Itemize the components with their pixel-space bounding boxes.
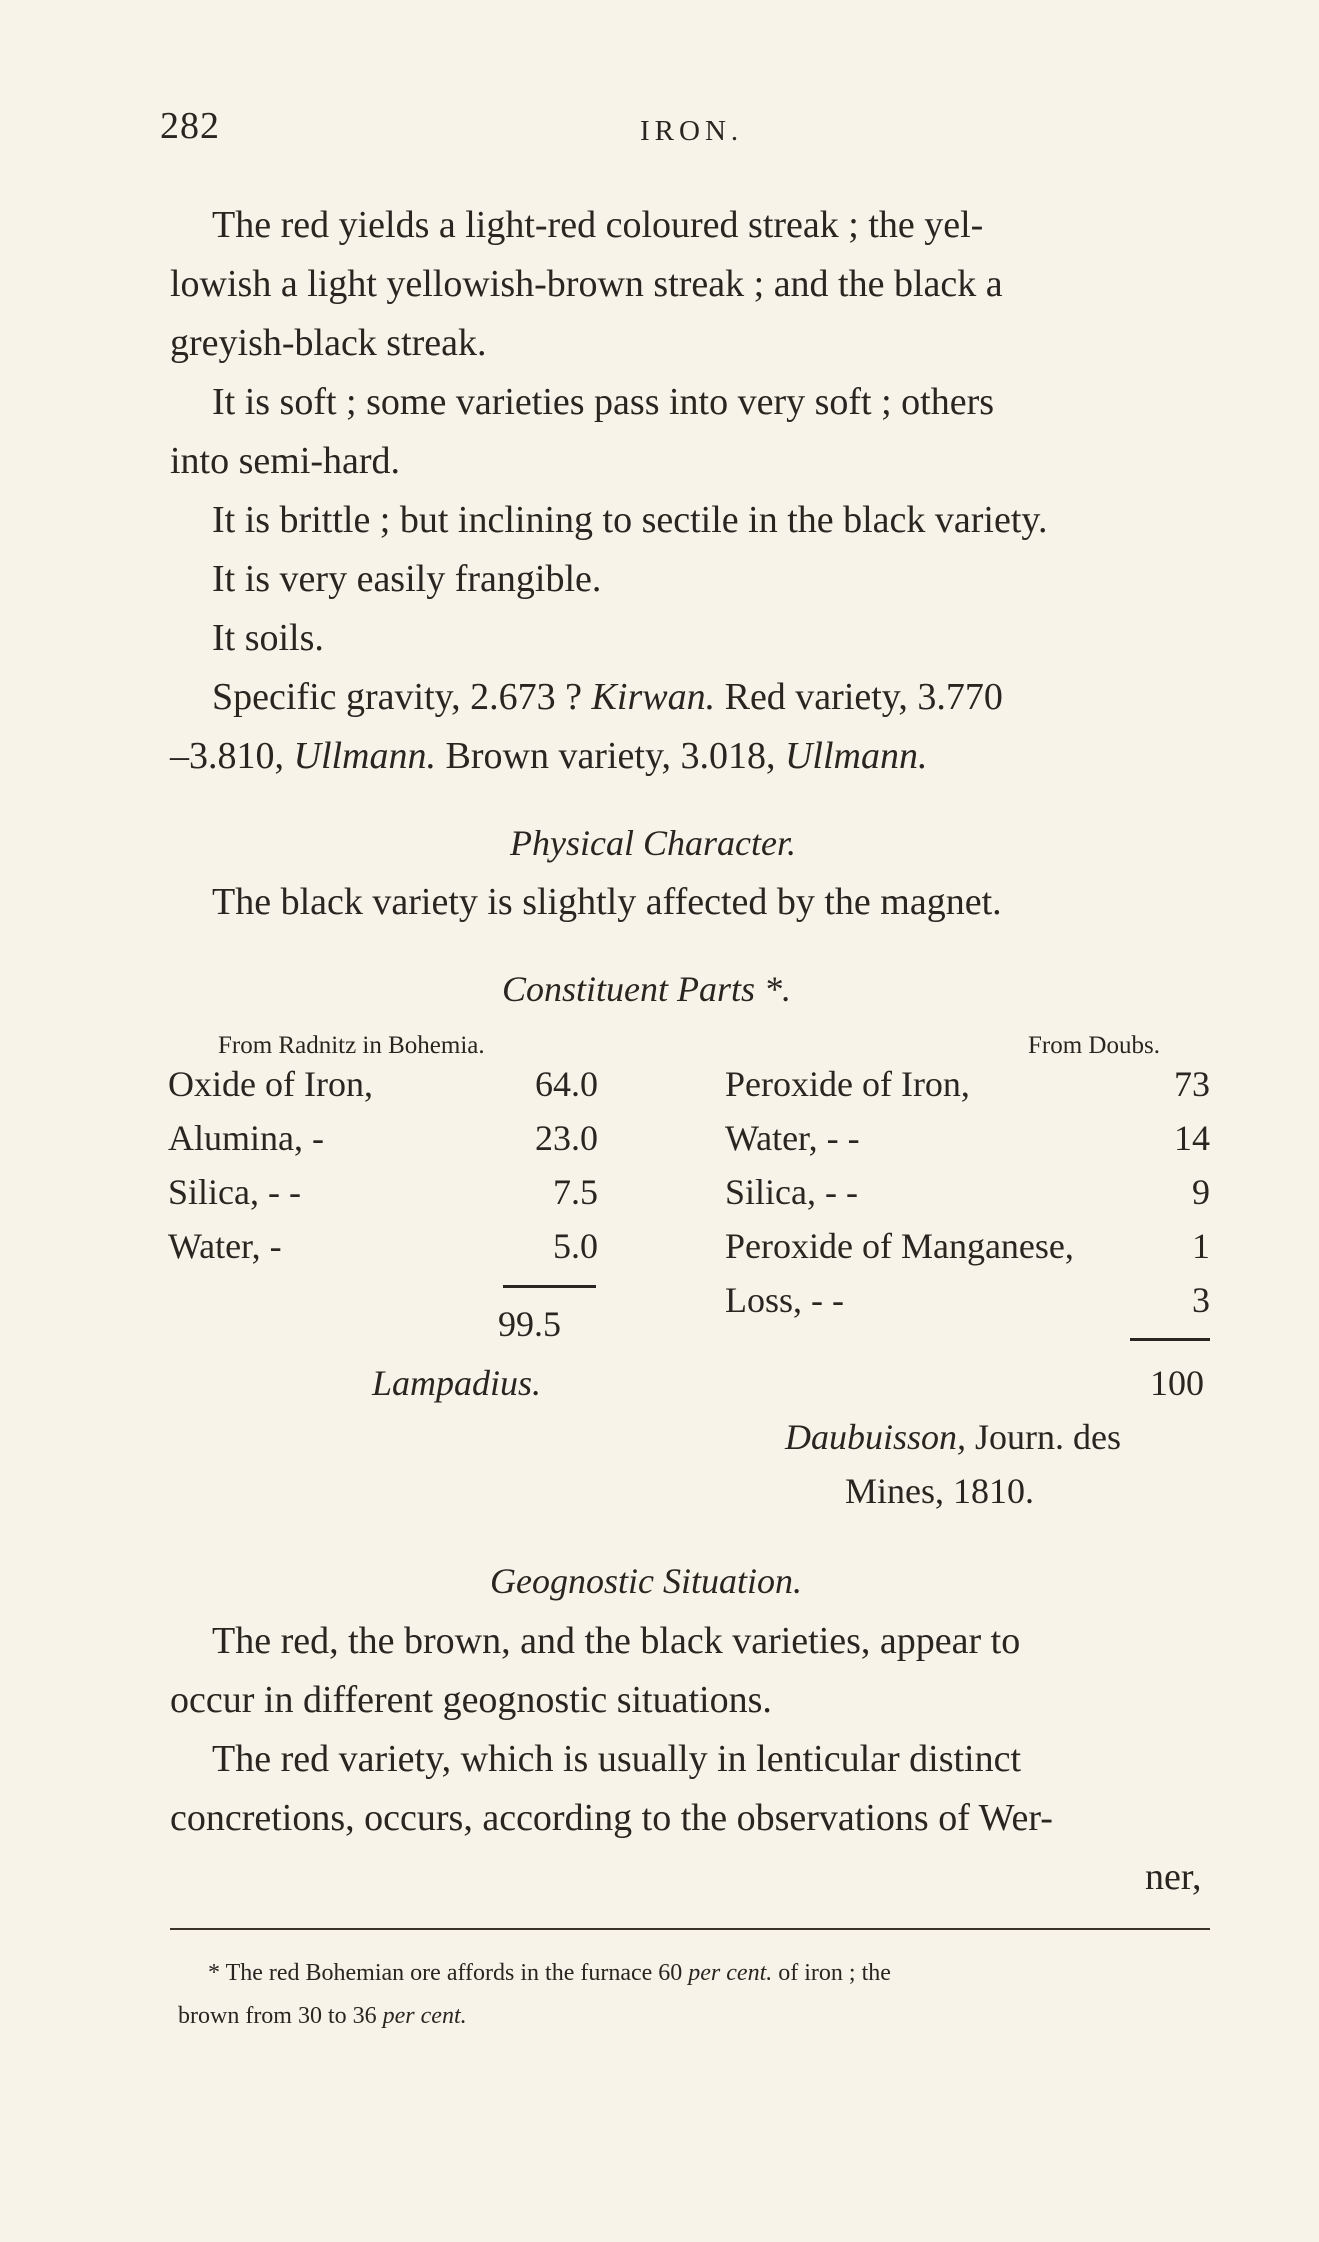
row-value: 9	[1192, 1172, 1210, 1212]
row-label: Oxide of Iron,	[168, 1064, 373, 1104]
sum-rule	[503, 1285, 596, 1288]
text-line: It soils.	[212, 617, 324, 659]
left-total: 99.5	[498, 1304, 561, 1344]
row-label: Peroxide of Iron,	[725, 1064, 970, 1104]
text-segment: Brown variety, 3.018,	[436, 735, 785, 777]
text-line: concretions, occurs, according to the observations of Wer-	[170, 1797, 1053, 1839]
row-value: 7.5	[553, 1172, 598, 1212]
text-line: The red yields a light-red coloured streak ; the yel-	[212, 204, 984, 246]
row-label: Water, -	[168, 1226, 282, 1266]
row-label: Loss, - -	[725, 1280, 844, 1320]
right-source-line-2: Mines, 1810.	[845, 1471, 1034, 1511]
text-segment: Specific gravity, 2.673 ?	[212, 676, 592, 718]
author-citation: Daubuisson,	[785, 1417, 967, 1457]
left-row	[168, 1171, 598, 1213]
right-row	[725, 1171, 1210, 1213]
text-line: occur in different geognostic situations.	[170, 1679, 772, 1721]
left-row	[168, 1063, 598, 1105]
author-citation: Kirwan.	[591, 676, 716, 718]
section-title-physical: Physical Character.	[510, 823, 796, 863]
row-value: 73	[1174, 1064, 1210, 1104]
row-label: Alumina, -	[168, 1118, 324, 1158]
running-head: IRON.	[640, 115, 744, 147]
footnote-rule	[170, 1928, 1210, 1930]
catchword: ner,	[1145, 1856, 1202, 1898]
section-title-geognostic: Geognostic Situation.	[490, 1561, 802, 1601]
right-row	[725, 1117, 1210, 1159]
left-row	[168, 1225, 598, 1267]
section-title-constituents: Constituent Parts *.	[502, 969, 792, 1009]
right-row	[725, 1063, 1210, 1105]
specific-gravity-line	[212, 675, 1003, 719]
author-citation: Ullmann.	[784, 735, 928, 777]
text-line: It is brittle ; but inclining to sectile in the black variety.	[212, 499, 1048, 541]
text-line: lowish a light yellowish-brown streak ; and the black a	[170, 263, 1003, 305]
text-segment: of iron ; the	[772, 1960, 891, 1986]
right-column-heading: From Doubs.	[1028, 1032, 1160, 1059]
row-value: 5.0	[553, 1226, 598, 1266]
text-line: greyish-black streak.	[170, 322, 487, 364]
text-line: It is soft ; some varieties pass into very soft ; others	[212, 381, 995, 423]
right-total: 100	[1150, 1363, 1204, 1403]
row-label: Peroxide of Manganese,	[725, 1226, 1074, 1266]
text-line: The red, the brown, and the black varieties, appear to	[212, 1620, 1021, 1662]
row-label: Silica, - -	[168, 1172, 301, 1212]
row-value: 1	[1192, 1226, 1210, 1266]
page-number: 282	[160, 105, 220, 147]
specific-gravity-line-2	[170, 734, 927, 778]
footnote-line	[208, 1960, 891, 1987]
sum-rule	[1130, 1338, 1210, 1341]
text-line: It is very easily frangible.	[212, 558, 602, 600]
row-label: Water, - -	[725, 1118, 860, 1158]
row-value: 64.0	[535, 1064, 598, 1104]
right-row	[725, 1225, 1210, 1267]
text-segment: per cent.	[382, 2003, 467, 2029]
text-segment: per cent.	[688, 1960, 773, 1986]
author-citation: Ullmann.	[293, 735, 436, 777]
right-source	[785, 1416, 1121, 1458]
left-column-heading: From Radnitz in Bohemia.	[218, 1032, 485, 1059]
left-source: Lampadius.	[372, 1363, 542, 1403]
row-value: 14	[1174, 1118, 1210, 1158]
row-value: 23.0	[535, 1118, 598, 1158]
text-line: The red variety, which is usually in lenticular distinct	[212, 1738, 1022, 1780]
text-segment: –3.810,	[170, 735, 294, 777]
text-segment: Red variety, 3.770	[715, 676, 1003, 718]
left-row	[168, 1117, 598, 1159]
row-value: 3	[1192, 1280, 1210, 1320]
text-segment: * The red Bohemian ore affords in the furnace 60	[208, 1960, 689, 1986]
text-segment: brown from 30 to 36	[178, 2003, 383, 2029]
right-row	[725, 1279, 1210, 1321]
text-line: into semi-hard.	[170, 440, 401, 482]
physical-text: The black variety is slightly affected by the magnet.	[212, 881, 1002, 923]
footnote-line	[178, 2003, 467, 2030]
row-label: Silica, - -	[725, 1172, 858, 1212]
text-segment: Journ. des	[966, 1417, 1122, 1457]
